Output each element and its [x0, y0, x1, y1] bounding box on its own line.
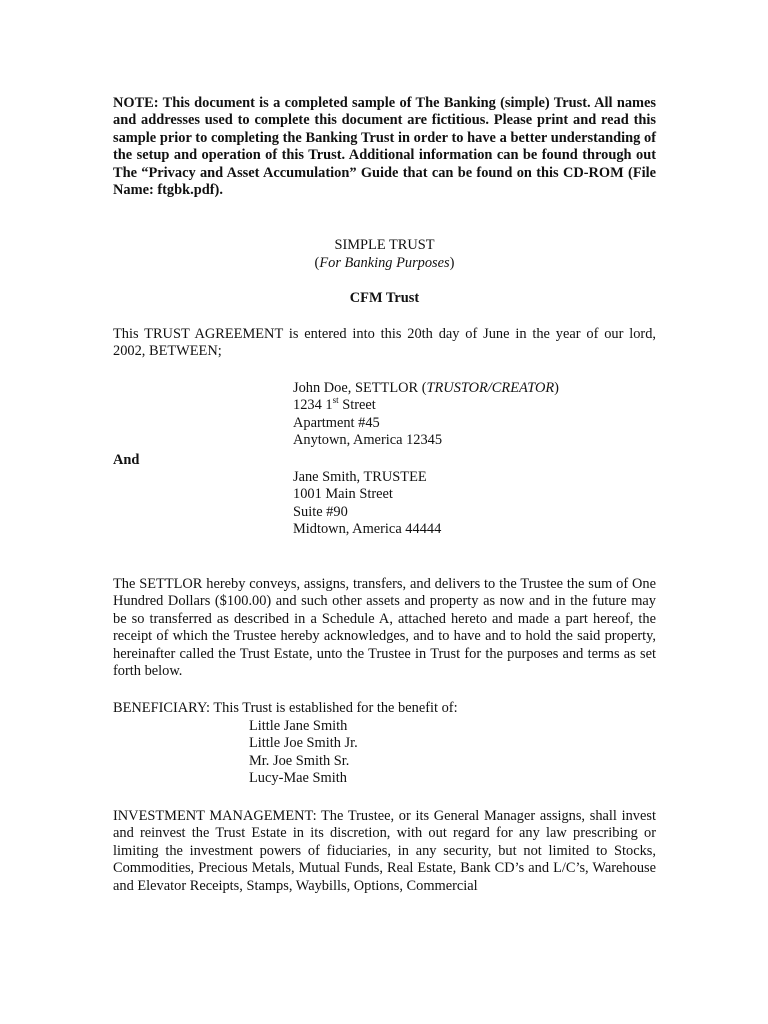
beneficiary-list	[249, 718, 549, 788]
document-subtitle	[113, 255, 656, 272]
subtitle-open-paren: (	[314, 255, 320, 271]
settlor-city: Anytown, America 12345	[293, 432, 443, 449]
settlor-street-number: 1234 1	[293, 397, 333, 414]
trustee-name: Jane Smith, TRUSTEE	[293, 469, 427, 485]
settlor-block	[293, 380, 653, 450]
trust-name: CFM Trust	[349, 290, 420, 306]
investment-paragraph: INVESTMENT MANAGEMENT: The Trustee, or its General Manager assigns, shall invest and reinvest the Trust Estate in its discretion, with out regard for any law prescribing or limiting the investment powers of fiduciaries, in any security, but not limited to Stocks, Commodities, Precious Metals, Mutual Funds, Real Estate, Bank CD’s and L/C’s, Warehouse and Elevator Receipts, Stamps, Waybills, Options, Commercial	[113, 808, 656, 894]
settlor-role: TRUSTOR/CREATOR	[426, 380, 555, 396]
settlor-street-name: Street	[338, 397, 376, 414]
sample-note: NOTE: This document is a completed sample of The Banking (simple) Trust. All names and addresses used to complete this document are fictitious. Please print and read this sample prior to completing the Banking Trust in order to have a better understanding of the setup and operation of this Trust. Additional information can be found through out The “Privacy and Asset Accumulation” Guide that can be found on this CD-ROM (File Name: ftgbk.pdf).	[113, 95, 656, 199]
settlor-street-suffix: st	[332, 395, 339, 406]
trustee-city: Midtown, America 44444	[293, 521, 442, 538]
subtitle-close-paren: )	[449, 255, 455, 271]
settlor-name: John Doe, SETTLOR (	[293, 380, 427, 396]
trustee-block	[293, 469, 653, 539]
beneficiary-name: Lucy-Mae Smith	[249, 770, 347, 787]
beneficiary-name: Mr. Joe Smith Sr.	[249, 752, 350, 769]
trustee-street: 1001 Main Street	[293, 486, 393, 503]
beneficiary-intro: BENEFICIARY: This Trust is established for the benefit of:	[113, 700, 458, 716]
and-label: And	[113, 452, 140, 468]
agreement-paragraph: This TRUST AGREEMENT is entered into this 20th day of June in the year of our lord, 2002, BETWEEN;	[113, 326, 656, 360]
settlor-street	[293, 397, 653, 414]
settlor-name-line	[293, 380, 653, 397]
document-title: SIMPLE TRUST	[334, 237, 435, 253]
settlor-apartment: Apartment #45	[293, 414, 380, 431]
conveyance-paragraph: The SETTLOR hereby conveys, assigns, transfers, and delivers to the Trustee the sum of One Hundred Dollars ($100.00) and such other assets and property as now and in the future may be so transferred as described in a Schedule A, attached hereto and made a part hereof, the receipt of which the Trustee hereby acknowledges, and to have and to hold the said property, hereinafter called the Trust Estate, unto the Trustee in Trust for the purposes and terms as set forth below.	[113, 576, 656, 680]
subtitle-text: For Banking Purposes	[319, 255, 450, 271]
beneficiary-name: Little Joe Smith Jr.	[249, 735, 358, 752]
settlor-role-close: )	[554, 380, 559, 396]
trustee-suite: Suite #90	[293, 503, 348, 520]
beneficiary-name: Little Jane Smith	[249, 718, 348, 734]
